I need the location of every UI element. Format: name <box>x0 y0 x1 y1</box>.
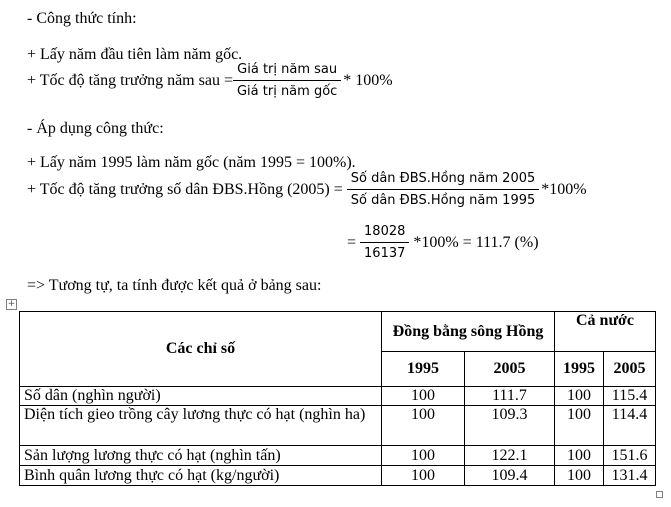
cell-value: 109.4 <box>465 466 555 486</box>
cell-value: 100 <box>555 387 604 406</box>
fraction-denominator: Số dân ĐBS.Hồng năm 1995 <box>350 193 536 208</box>
calculation-fraction <box>360 224 409 262</box>
calculation-value: *100% = 111.7 (%) <box>413 234 539 251</box>
row-label: Bình quân lương thực có hạt (kg/người) <box>20 466 382 486</box>
formula-rule-base-year: + Lấy năm đầu tiên làm năm gốc. <box>27 46 243 63</box>
header-year: 1995 <box>555 352 604 387</box>
row-label: Số dân (nghìn người) <box>20 387 382 406</box>
result-intro: => Tương tự, ta tính được kết quả ở bảng sau: <box>27 277 322 294</box>
apply-formula-fraction <box>347 171 540 209</box>
table-row <box>20 466 656 486</box>
cell-value: 111.7 <box>465 387 555 406</box>
cell-value: 151.6 <box>604 446 656 466</box>
cell-value: 100 <box>555 406 604 446</box>
growth-formula <box>27 62 393 100</box>
cell-value: 122.1 <box>465 446 555 466</box>
apply-formula <box>27 171 587 209</box>
table-move-handle-icon[interactable]: + <box>7 299 16 309</box>
cell-value: 100 <box>555 466 604 486</box>
row-label: Sản lượng lương thực có hạt (nghìn tấn) <box>20 446 382 466</box>
row-label: Diện tích gieo trồng cây lương thực có hạt (nghìn ha) <box>20 406 382 446</box>
apply-formula-multiplier: *100% <box>541 181 587 198</box>
cell-value: 100 <box>382 446 465 466</box>
cell-value: 100 <box>382 466 465 486</box>
fraction-denominator: 16137 <box>364 246 406 261</box>
calculation-result <box>347 224 539 262</box>
table-row <box>20 406 656 446</box>
fraction-numerator: Giá trị năm sau <box>233 62 341 81</box>
header-year: 1995 <box>382 352 465 387</box>
cell-value: 100 <box>555 446 604 466</box>
header-indicators: Các chỉ số <box>20 312 382 387</box>
formula-heading: - Công thức tính: <box>27 10 137 27</box>
cell-value: 100 <box>382 406 465 446</box>
apply-heading: - Áp dụng công thức: <box>27 120 164 137</box>
cell-value: 115.4 <box>604 387 656 406</box>
calculation-equals: = <box>347 234 357 251</box>
cell-value: 100 <box>382 387 465 406</box>
header-year: 2005 <box>465 352 555 387</box>
cell-value: 131.4 <box>604 466 656 486</box>
fraction-denominator: Giá trị năm gốc <box>236 84 338 99</box>
cell-value: 109.3 <box>465 406 555 446</box>
header-year: 2005 <box>604 352 656 387</box>
table-row <box>20 446 656 466</box>
cell-value: 114.4 <box>604 406 656 446</box>
growth-formula-multiplier: * 100% <box>343 72 393 89</box>
apply-rule-base-year: + Lấy năm 1995 làm năm gốc (năm 1995 = 100%). <box>27 154 356 171</box>
apply-formula-label: + Tốc độ tăng trưởng số dân ĐBS.Hồng (2005) = <box>27 181 343 198</box>
fraction-numerator: Số dân ĐBS.Hồng năm 2005 <box>347 171 540 190</box>
table-row <box>20 387 656 406</box>
table-resize-handle-icon[interactable] <box>656 491 663 498</box>
header-country: Cả nước <box>555 312 656 352</box>
header-region: Đồng bằng sông Hồng <box>382 312 555 352</box>
growth-formula-label: + Tốc độ tăng trưởng năm sau = <box>27 72 233 89</box>
fraction-numerator: 18028 <box>360 224 409 243</box>
growth-formula-fraction <box>233 62 341 100</box>
growth-table <box>19 311 656 486</box>
